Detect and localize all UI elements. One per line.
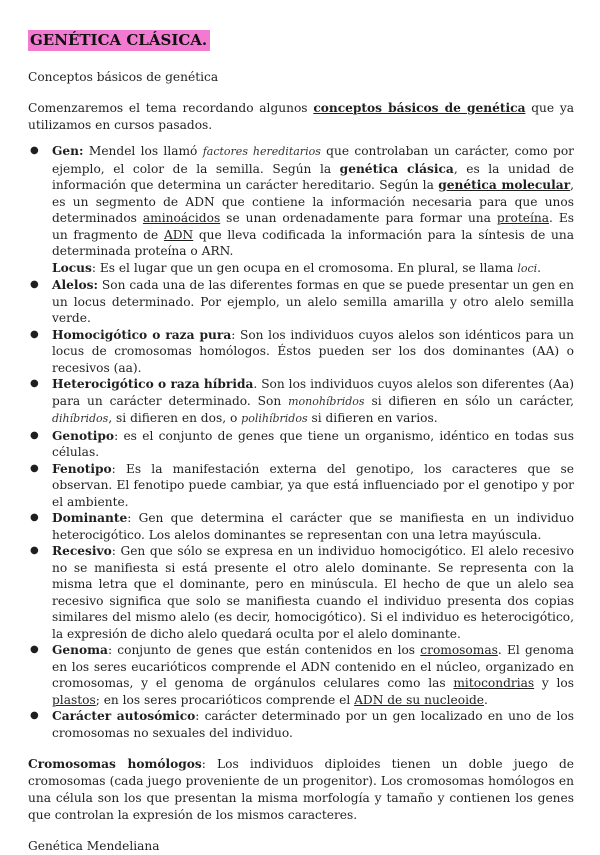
term-gen: Gen: <box>52 144 84 158</box>
list-item-homocigotico <box>52 327 574 377</box>
hetero-text: . Son los individuos cuyos alelos son diferentes (Aa) para un carácter determinado. Son <box>52 377 574 408</box>
list-item-genotipo <box>52 428 574 461</box>
genotipo-text: : es el conjunto de genes que tiene un organismo, idéntico en todas sus células. <box>52 428 574 459</box>
list-item-heterocigotico <box>52 376 574 428</box>
gen-text: se unan ordenadamente para formar una <box>220 211 497 225</box>
list-item-alelos <box>52 277 574 327</box>
term-homocigotico: Homocigótico o raza pura <box>52 327 232 342</box>
gen-text: , es la unidad de información que determina un carácter hereditario. Según la <box>52 161 575 192</box>
term-heterocigotico: Heterocigótico o raza híbrida <box>52 377 254 391</box>
link-plastos[interactable]: plastos <box>52 692 96 707</box>
page-title: GENÉTICA CLÁSICA. <box>28 30 210 51</box>
term-dominante: Dominante <box>52 511 128 525</box>
intro-text-post: que ya utilizamos en cursos pasados. <box>28 101 574 132</box>
list-item-autosomico <box>52 708 574 741</box>
concepts-link[interactable]: conceptos básicos de genética <box>313 101 526 115</box>
alelos-text: Son cada una de las diferentes formas en que se puede presentar un gen en un locus determinado. Por ejemplo, un alelo semilla amarilla y otro alelo semilla verde. <box>52 278 574 325</box>
link-cromosomas[interactable]: cromosomas <box>420 643 498 657</box>
hetero-italic: polihíbridos <box>241 412 308 425</box>
list-item-dominante <box>52 510 574 543</box>
gen-text: que controlaban un carácter, como por ejemplo, el color de la semilla. Según la <box>52 144 574 176</box>
locus-text: : Es el lugar que un gen ocupa en el cromosoma. En plural, se llama <box>91 260 518 275</box>
term-autosomico: Carácter autosómico <box>52 709 196 723</box>
genoma-text: : conjunto de genes que están contenidos en los <box>107 643 421 657</box>
homologous-paragraph <box>28 756 574 824</box>
term-recesivo: Recesivo <box>52 544 112 558</box>
section-subtitle: Conceptos básicos de genética <box>28 70 219 84</box>
intro-paragraph <box>28 100 574 134</box>
autosomico-text: : carácter determinado por un gen localizado en uno de los cromosomas no sexuales del individuo. <box>52 709 575 740</box>
term-genotipo: Genotipo <box>52 428 115 443</box>
gen-italic: factores hereditarios <box>202 145 321 158</box>
list-item-recesivo <box>52 543 574 642</box>
term-locus: Locus <box>52 260 92 275</box>
hetero-text: si difieren en varios. <box>307 411 438 425</box>
gen-text: Mendel los llamó <box>83 144 203 158</box>
definitions-list <box>28 143 574 741</box>
list-item-fenotipo <box>52 461 574 511</box>
next-section-heading: Genética Mendeliana <box>28 839 160 853</box>
list-item-genoma <box>52 642 574 708</box>
locus-italic: loci <box>517 261 538 275</box>
document-page <box>28 30 574 855</box>
homologos-text: : Los individuos diploides tienen un doble juego de cromosomas (cada juego proveniente de un progenitor). Los cromosomas homólogos en una célula son los que presentan la misma morfología y tamaño y contienen los genes que controlan la expresión de los mismos caracteres. <box>28 757 574 822</box>
genoma-text: y los <box>534 676 575 690</box>
hetero-italic: dihíbridos <box>52 412 109 425</box>
link-adn[interactable]: ADN <box>163 227 194 242</box>
hetero-text: , si difieren en dos, o <box>108 411 242 425</box>
fenotipo-text: : Es la manifestación externa del genotipo, los caracteres que se observan. El fenotipo puede cambiar, ya que está influenciado por el genotipo y por el ambiente. <box>52 461 574 509</box>
homocigotico-text: : Son los individuos cuyos alelos son idénticos para un locus de cromosomas homólogos. Éstos pueden ser los dos dominantes (AA) o recesivos (aa). <box>52 327 575 375</box>
intro-text-pre: Comenzaremos el tema recordando algunos <box>28 101 314 115</box>
locus-text: . <box>537 260 542 275</box>
dominante-text: : Gen que determina el carácter que se manifiesta en un individuo heterocigótico. Los alelos dominantes se representan con una letra mayúscula. <box>52 511 574 542</box>
link-proteina[interactable]: proteína <box>496 211 549 225</box>
term-genoma: Genoma <box>52 643 108 657</box>
gen-bold: genética clásica <box>339 161 454 176</box>
recesivo-text: : Gen que sólo se expresa en un individuo homocigótico. El alelo recesivo no se manifiesta si está presente el otro alelo dominante. Se representa con la misma letra que el dominante, pero en minúscula. El hecho de que un alelo sea recesivo significa que solo se manifiesta cuando el individuo presenta dos copias similares del mismo alelo (es decir, homocigótico). Si el individuo es heterocigótico, la expresión de dicho alelo quedará oculta por el alelo dominante. <box>52 544 574 641</box>
genoma-text: ; en los seres procarióticos comprende el <box>95 692 355 707</box>
hetero-text: si difieren en sólo un carácter, <box>364 393 574 408</box>
link-aminoacidos[interactable]: aminoácidos <box>142 211 221 225</box>
locus-line <box>52 260 574 278</box>
list-item-gen <box>52 143 574 277</box>
term-fenotipo: Fenotipo <box>52 461 112 476</box>
gen-text: , es un segmento de ADN que contiene la información necesaria para que unos determinados <box>52 178 574 225</box>
link-mitocondrias[interactable]: mitocondrias <box>453 676 535 690</box>
term-alelos: Alelos: <box>52 278 98 292</box>
term-cromosomas-homologos: Cromosomas homólogos <box>28 757 202 771</box>
gen-text: . Es un fragmento de <box>52 211 575 242</box>
hetero-italic: monohíbridos <box>288 394 365 408</box>
link-genetica-molecular[interactable]: genética molecular <box>438 178 571 192</box>
genoma-text: . <box>484 692 488 707</box>
link-adn-nucleoide[interactable]: ADN de su nucleoide <box>354 692 484 707</box>
genoma-text: . El genoma en los seres eucarióticos comprende el ADN contenido en el núcleo, organizado en cromosomas, y el genoma de orgánulos celulares como las <box>52 643 574 690</box>
gen-text: que lleva codificada la información para la síntesis de una determinada proteína o ARN. <box>52 227 575 258</box>
